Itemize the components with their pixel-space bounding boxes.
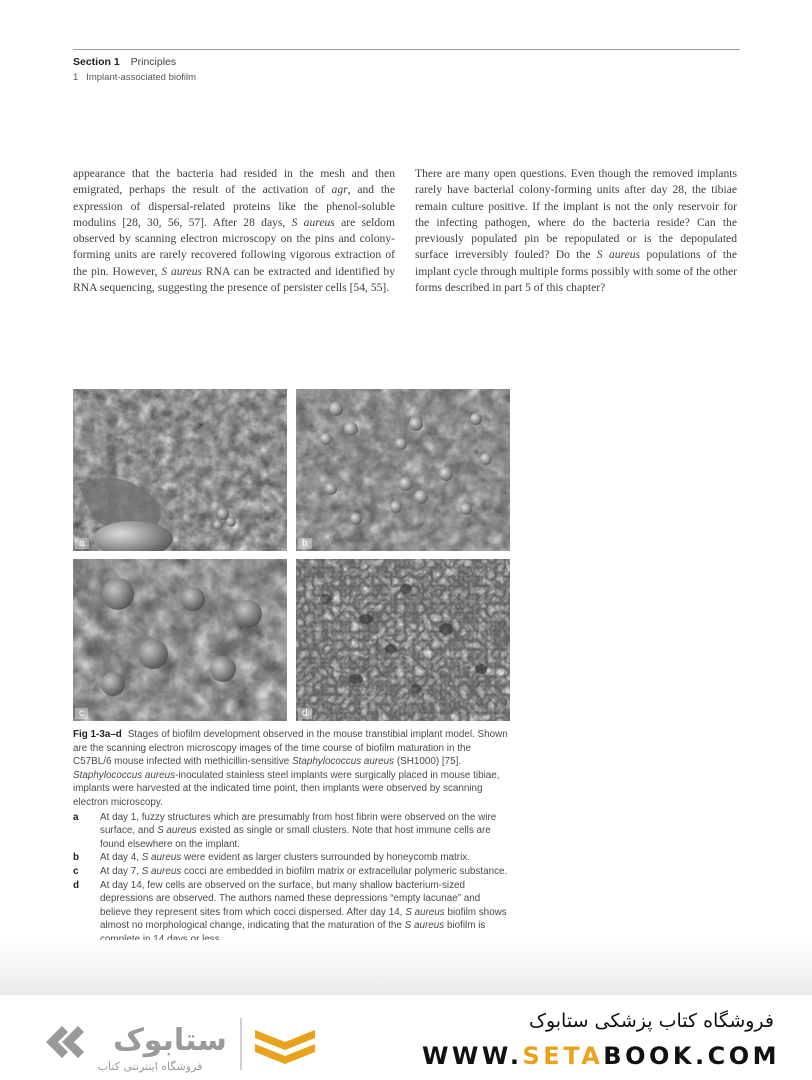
text-run: appearance that the bacteria had resided in the mesh and then emigrated, perhaps the result of the activation of <box>73 167 395 197</box>
caption-intro <box>73 728 510 810</box>
panel-label: d <box>298 708 312 719</box>
text-run-italic: S aureus <box>157 825 197 837</box>
logo-subtitle: فروشگاه اینترنتی کتاب <box>97 1060 203 1073</box>
text-run-italic: agr <box>331 183 348 197</box>
caption-item-key: b <box>73 852 80 864</box>
text-run-italic: S aureus <box>141 865 182 877</box>
text-run: At day 4, <box>100 852 142 864</box>
text-run: , and the expression of dispersal-related proteins like the phenol-soluble modulins [28, 30, 56, 57]. After 28 days, <box>73 183 395 229</box>
text-run: existed as single or small clusters. Note that host immune cells are found elsewhere on the implant. <box>100 825 491 850</box>
caption-items <box>73 811 510 947</box>
text-run: At day 14, few cells are observed on the surface, but many shallow bacterium-sized depressions are observed. The authors named these depressions “empty lacunae” and believe they represent sites from which cocci dispersed. After day 14, <box>100 879 481 918</box>
text-run: biofilm shows almost no morphological change, indicating that the maturation of the <box>100 906 507 932</box>
text-run: There are many open questions. Even though the removed implants rarely have bacterial colony-forming units after day 28, the tibiae remain culture positive. If the implant is not the only reservoir for the infecting pathogen, where do the bacteria reside? Can the previously populated pin be repopulated or is the depopulated surface irreversibly fouled? Do the <box>415 167 737 262</box>
panel-label: b <box>298 538 312 549</box>
caption-item-key: c <box>73 865 79 877</box>
caption-item-c <box>73 865 510 879</box>
running-header <box>73 55 196 85</box>
panel-label: a <box>75 538 89 549</box>
url-highlight: SETA <box>522 1042 604 1070</box>
text-run: are seldom observed by scanning electron microscopy on the pins and colony-forming units are rarely recovered following vigorous extraction of the pin. However, <box>73 215 395 278</box>
caption-item-d <box>73 879 510 947</box>
sem-image-day1 <box>73 389 287 551</box>
text-run-italic: S aureus <box>405 906 445 918</box>
figure-panel-a <box>73 389 287 551</box>
chapter-title: Implant-associated biofilm <box>86 72 197 83</box>
section-label: Section 1 <box>73 56 120 68</box>
url-prefix: WWW. <box>421 1042 523 1070</box>
text-run: Stages of biofilm development observed in the mouse transtibial implant model. Shown are the scanning electron microscopy images of the time course of biofilm maturation in the C57BL/6 mouse infected with methicillin-sensitive <box>73 729 508 768</box>
section-title: Principles <box>130 56 177 68</box>
text-run: At day 7, <box>100 865 142 877</box>
url-suffix: BOOK.COM <box>603 1042 780 1070</box>
caption-item-key: a <box>73 811 79 823</box>
page-bottom-fade <box>0 940 812 1000</box>
figure-panel-d <box>296 559 510 721</box>
figure-panel-b <box>296 389 510 551</box>
text-run: were evident as larger clusters surrounded by honeycomb matrix. <box>181 852 470 864</box>
figure-panel-c <box>73 559 287 721</box>
sem-image-day14 <box>296 559 510 721</box>
figure-caption <box>73 728 510 947</box>
store-url <box>422 1042 780 1070</box>
sem-image-day4 <box>296 389 510 551</box>
sem-image-day7 <box>73 559 287 721</box>
text-run-italic: S aureus <box>161 264 203 278</box>
caption-item-a <box>73 811 510 852</box>
chapter-number: 1 <box>73 72 79 83</box>
text-run-italic: S aureus <box>291 215 335 229</box>
caption-item-key: d <box>73 879 80 891</box>
figure-1-3 <box>73 389 510 721</box>
text-run: cocci are embedded in biofilm matrix or extracellular polymeric substance. <box>181 865 508 877</box>
text-run: biofilm is <box>446 920 486 932</box>
text-run: populations of the implant cycle through multiple forms possibly with some of the other forms described in part 5 of this chapter? <box>415 248 737 295</box>
text-run-italic: Staphylococcus aureus <box>73 769 176 781</box>
text-run-italic: S aureus <box>596 248 641 262</box>
body-right-column <box>415 166 737 296</box>
header-rule <box>73 49 740 50</box>
text-run: At day 1, fuzzy structures which are presumably from host fibrin were observed on the wire surface, and <box>100 811 497 837</box>
caption-item-b <box>73 851 510 865</box>
text-run-italic: S aureus <box>141 852 182 864</box>
text-run: -inoculated stainless steel implants were surgically placed in mouse tibiae, implants were harvested at the indicated time point, then implants were observed by scanning electron microscopy. <box>73 769 500 808</box>
text-run-italic: S aureus <box>404 920 445 932</box>
text-run: (SH1000) [75]. <box>394 756 462 768</box>
logo-word: ستابوک <box>113 1023 227 1058</box>
text-run-italic: Staphylococcus aureus <box>292 756 395 768</box>
figure-label: Fig 1-3a–d <box>73 729 122 740</box>
text-run: RNA can be extracted and identified by RNA sequencing, suggesting the presence of persister cells [54, 55]. <box>73 264 396 295</box>
store-name-persian: فروشگاه کتاب پزشکی ستابوک <box>528 1010 774 1032</box>
panel-label: c <box>75 708 88 719</box>
setabook-logo <box>40 1012 330 1074</box>
body-left-column <box>73 166 395 296</box>
